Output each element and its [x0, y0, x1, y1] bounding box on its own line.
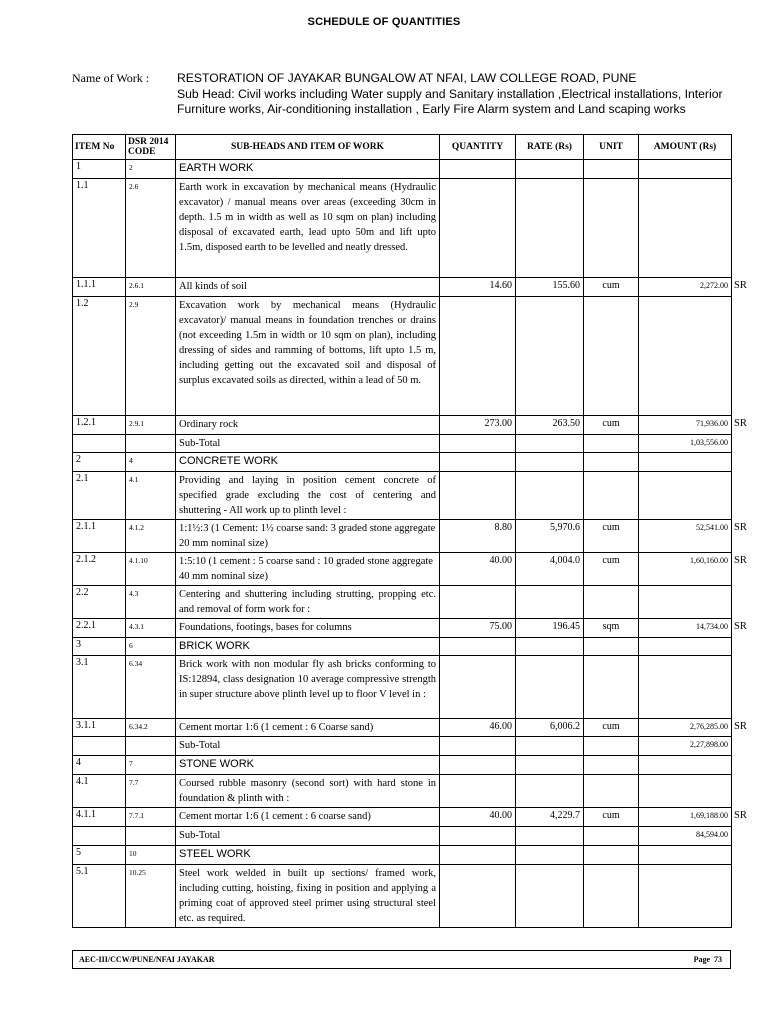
unit-cell — [584, 775, 639, 808]
item-no-cell: 1.1.1 — [73, 278, 126, 297]
rate-cell — [516, 656, 584, 719]
table-row — [73, 179, 732, 278]
item-no-cell: 1.1 — [73, 179, 126, 278]
unit-cell: cum — [584, 553, 639, 586]
dsr-code-cell: 4 — [126, 453, 176, 472]
unit-cell — [584, 737, 639, 756]
unit-cell — [584, 435, 639, 453]
description-cell: Foundations, footings, bases for columns — [176, 619, 440, 638]
unit-cell — [584, 638, 639, 656]
dsr-code-cell: 4.1.2 — [126, 520, 176, 553]
footer-page-label: Page — [693, 955, 710, 964]
rate-cell: 4,004.0 — [516, 553, 584, 586]
sr-marker: SR — [734, 620, 747, 632]
table-row — [73, 278, 732, 297]
quantity-cell — [440, 472, 516, 520]
rate-cell — [516, 160, 584, 179]
unit-cell — [584, 586, 639, 619]
dsr-code-cell: 7 — [126, 756, 176, 775]
quantity-cell: 14.60 — [440, 278, 516, 297]
dsr-code-cell — [126, 435, 176, 453]
amount-cell: 1,03,556.00 — [639, 435, 732, 453]
table-row — [73, 827, 732, 846]
quantity-cell — [440, 586, 516, 619]
rate-cell — [516, 435, 584, 453]
dsr-code-cell: 10 — [126, 846, 176, 865]
dsr-code-cell: 4.3 — [126, 586, 176, 619]
unit-cell — [584, 453, 639, 472]
unit-cell: sqm — [584, 619, 639, 638]
quantities-table-wrapper — [72, 134, 732, 928]
unit-cell: cum — [584, 808, 639, 827]
amount-cell — [639, 160, 732, 179]
table-row — [73, 865, 732, 928]
dsr-code-cell: 7.7.1 — [126, 808, 176, 827]
table-row — [73, 808, 732, 827]
item-no-cell: 4.1.1 — [73, 808, 126, 827]
header-unit: UNIT — [584, 135, 639, 160]
amount-cell — [639, 586, 732, 619]
table-row — [73, 656, 732, 719]
description-cell: Cement mortar 1:6 (1 cement : 6 coarse sand) — [176, 808, 440, 827]
item-no-cell: 4.1 — [73, 775, 126, 808]
dsr-code-cell: 2.6.1 — [126, 278, 176, 297]
unit-cell — [584, 865, 639, 928]
dsr-code-cell: 6.34.2 — [126, 719, 176, 737]
quantity-cell — [440, 827, 516, 846]
header-description: SUB-HEADS AND ITEM OF WORK — [176, 135, 440, 160]
rate-cell — [516, 865, 584, 928]
table-row — [73, 846, 732, 865]
amount-cell — [639, 179, 732, 278]
description-cell: Sub-Total — [176, 435, 440, 453]
table-row — [73, 553, 732, 586]
footer-page-number: 73 — [714, 955, 722, 964]
table-row — [73, 453, 732, 472]
item-no-cell — [73, 827, 126, 846]
rate-cell — [516, 737, 584, 756]
name-of-work-value: RESTORATION OF JAYAKAR BUNGALOW AT NFAI, LAW COLLEGE ROAD, PUNE — [177, 71, 637, 85]
table-header-row — [73, 135, 732, 160]
sr-marker: SR — [734, 809, 747, 821]
dsr-code-cell: 6.34 — [126, 656, 176, 719]
item-no-cell: 2.1.2 — [73, 553, 126, 586]
dsr-code-cell: 2.9 — [126, 297, 176, 416]
quantities-table — [72, 134, 732, 928]
table-row — [73, 520, 732, 553]
amount-cell — [639, 756, 732, 775]
description-cell: Ordinary rock — [176, 416, 440, 435]
name-of-work-label: Name of Work : — [72, 71, 150, 85]
quantity-cell — [440, 453, 516, 472]
quantity-cell — [440, 297, 516, 416]
item-no-cell: 2.1 — [73, 472, 126, 520]
description-cell: STONE WORK — [176, 756, 440, 775]
item-no-cell: 1.2 — [73, 297, 126, 416]
header-dsr-code: DSR 2014 CODE — [126, 135, 176, 160]
dsr-code-cell: 4.3.1 — [126, 619, 176, 638]
item-no-cell: 1.2.1 — [73, 416, 126, 435]
amount-cell — [639, 865, 732, 928]
item-no-cell: 3.1.1 — [73, 719, 126, 737]
rate-cell — [516, 297, 584, 416]
description-cell: All kinds of soil — [176, 278, 440, 297]
document-title: SCHEDULE OF QUANTITIES — [307, 16, 461, 28]
amount-cell: 2,27,898.00 — [639, 737, 732, 756]
description-cell: Cement mortar 1:6 (1 cement : 6 Coarse sand) — [176, 719, 440, 737]
quantity-cell — [440, 160, 516, 179]
quantity-cell — [440, 435, 516, 453]
table-row — [73, 416, 732, 435]
unit-cell — [584, 846, 639, 865]
item-no-cell: 4 — [73, 756, 126, 775]
description-cell: BRICK WORK — [176, 638, 440, 656]
unit-cell — [584, 160, 639, 179]
unit-cell — [584, 756, 639, 775]
rate-cell — [516, 775, 584, 808]
dsr-code-cell — [126, 737, 176, 756]
quantity-cell: 40.00 — [440, 808, 516, 827]
dsr-code-cell: 2.6 — [126, 179, 176, 278]
table-row — [73, 756, 732, 775]
footer-reference: AEC-III/CCW/PUNE/NFAI JAYAKAR — [79, 955, 215, 964]
amount-cell — [639, 638, 732, 656]
dsr-code-cell: 4.1 — [126, 472, 176, 520]
rate-cell — [516, 846, 584, 865]
rate-cell: 4,229.7 — [516, 808, 584, 827]
description-cell: Excavation work by mechanical means (Hydraulic excavator)/ manual means in foundation trenches or drains (not exceeding 1.5m in width or 10 sqm on plan), including dressing of sides and ramming of bottoms, lift upto 1.5 m, including getting out the excavated soil and disposal of surplus excavated soils as directed, within a lead of 50 m. — [176, 297, 440, 416]
rate-cell: 263.50 — [516, 416, 584, 435]
quantity-cell — [440, 756, 516, 775]
item-no-cell: 3.1 — [73, 656, 126, 719]
unit-cell: cum — [584, 719, 639, 737]
footer-page — [694, 955, 722, 964]
description-cell: CONCRETE WORK — [176, 453, 440, 472]
rate-cell — [516, 179, 584, 278]
item-no-cell: 5 — [73, 846, 126, 865]
amount-cell: 1,69,188.00 — [639, 808, 732, 827]
rate-cell — [516, 586, 584, 619]
table-row — [73, 775, 732, 808]
table-row — [73, 737, 732, 756]
quantity-cell: 75.00 — [440, 619, 516, 638]
description-cell: Steel work welded in built up sections/ framed work, including cutting, hoisting, fixing in position and applying a priming coat of approved steel primer using structural steel etc. as required. — [176, 865, 440, 928]
sr-marker: SR — [734, 279, 747, 291]
item-no-cell — [73, 737, 126, 756]
item-no-cell: 1 — [73, 160, 126, 179]
quantity-cell: 8.80 — [440, 520, 516, 553]
sub-head-text: Sub Head: Civil works including Water supply and Sanitary installation ,Electrical installations, Interior Furniture works, Air-conditioning installation , Early Fire Alarm system and Land scaping works — [177, 86, 723, 116]
description-cell: STEEL WORK — [176, 846, 440, 865]
quantity-cell — [440, 775, 516, 808]
description-cell: Brick work with non modular fly ash bricks conforming to IS:12894, class designation 10 average compressive strength in super structure above plinth level up to floor V level in : — [176, 656, 440, 719]
description-cell: EARTH WORK — [176, 160, 440, 179]
quantity-cell — [440, 846, 516, 865]
amount-cell — [639, 472, 732, 520]
page-footer — [72, 950, 731, 969]
rate-cell: 6,006.2 — [516, 719, 584, 737]
item-no-cell: 2.2 — [73, 586, 126, 619]
unit-cell: cum — [584, 416, 639, 435]
table-row — [73, 297, 732, 416]
amount-cell: 52,541.00 — [639, 520, 732, 553]
header-item-no: ITEM No — [73, 135, 126, 160]
item-no-cell: 5.1 — [73, 865, 126, 928]
dsr-code-cell — [126, 827, 176, 846]
header-rate: RATE (Rs) — [516, 135, 584, 160]
unit-cell — [584, 827, 639, 846]
rate-cell — [516, 472, 584, 520]
description-cell: Centering and shuttering including strutting, propping etc. and removal of form work for : — [176, 586, 440, 619]
amount-cell: 71,936.00 — [639, 416, 732, 435]
description-cell: Sub-Total — [176, 827, 440, 846]
rate-cell: 196.45 — [516, 619, 584, 638]
table-row — [73, 619, 732, 638]
amount-cell: 1,60,160.00 — [639, 553, 732, 586]
amount-cell — [639, 453, 732, 472]
rate-cell — [516, 453, 584, 472]
item-no-cell: 2.1.1 — [73, 520, 126, 553]
table-row — [73, 435, 732, 453]
table-row — [73, 719, 732, 737]
quantity-cell — [440, 656, 516, 719]
quantity-cell: 40.00 — [440, 553, 516, 586]
quantity-cell — [440, 179, 516, 278]
header-quantity: QUANTITY — [440, 135, 516, 160]
description-cell: 1:1½:3 (1 Cement: 1½ coarse sand: 3 graded stone aggregate 20 mm nominal size) — [176, 520, 440, 553]
description-cell: Earth work in excavation by mechanical means (Hydraulic excavator) / manual means over areas (exceeding 30cm in depth. 1.5 m in width as well as 10 sqm on plan) including disposal of excavated earth, lead upto 50m and lift upto 1.5m, disposed earth to be levelled and neatly dressed. — [176, 179, 440, 278]
dsr-code-cell: 2 — [126, 160, 176, 179]
description-cell: Sub-Total — [176, 737, 440, 756]
description-cell: Providing and laying in position cement concrete of specified grade excluding the cost of centering and shuttering - All work up to plinth level : — [176, 472, 440, 520]
sr-marker: SR — [734, 554, 747, 566]
item-no-cell — [73, 435, 126, 453]
description-cell: 1:5:10 (1 cement : 5 coarse sand : 10 graded stone aggregate 40 mm nominal size) — [176, 553, 440, 586]
description-cell: Coursed rubble masonry (second sort) with hard stone in foundation & plinth with : — [176, 775, 440, 808]
unit-cell — [584, 179, 639, 278]
amount-cell — [639, 775, 732, 808]
rate-cell — [516, 638, 584, 656]
amount-cell — [639, 656, 732, 719]
name-of-work-block — [177, 71, 737, 131]
amount-cell: 2,76,285.00 — [639, 719, 732, 737]
rate-cell — [516, 827, 584, 846]
quantity-cell — [440, 638, 516, 656]
sr-marker: SR — [734, 720, 747, 732]
unit-cell: cum — [584, 278, 639, 297]
unit-cell — [584, 472, 639, 520]
quantity-cell — [440, 737, 516, 756]
item-no-cell: 2 — [73, 453, 126, 472]
table-row — [73, 160, 732, 179]
dsr-code-cell: 2.9.1 — [126, 416, 176, 435]
sr-marker: SR — [734, 521, 747, 533]
rate-cell: 155.60 — [516, 278, 584, 297]
amount-cell — [639, 846, 732, 865]
unit-cell: cum — [584, 520, 639, 553]
dsr-code-cell: 7.7 — [126, 775, 176, 808]
quantity-cell: 46.00 — [440, 719, 516, 737]
header-amount: AMOUNT (Rs) — [639, 135, 732, 160]
table-row — [73, 586, 732, 619]
amount-cell: 84,594.00 — [639, 827, 732, 846]
quantity-cell — [440, 865, 516, 928]
amount-cell: 2,272.00 — [639, 278, 732, 297]
table-row — [73, 472, 732, 520]
item-no-cell: 3 — [73, 638, 126, 656]
rate-cell: 5,970.6 — [516, 520, 584, 553]
dsr-code-cell: 10.25 — [126, 865, 176, 928]
sr-marker: SR — [734, 417, 747, 429]
dsr-code-cell: 6 — [126, 638, 176, 656]
unit-cell — [584, 297, 639, 416]
dsr-code-cell: 4.1.10 — [126, 553, 176, 586]
table-row — [73, 638, 732, 656]
amount-cell: 14,734.00 — [639, 619, 732, 638]
amount-cell — [639, 297, 732, 416]
item-no-cell: 2.2.1 — [73, 619, 126, 638]
rate-cell — [516, 756, 584, 775]
unit-cell — [584, 656, 639, 719]
quantity-cell: 273.00 — [440, 416, 516, 435]
